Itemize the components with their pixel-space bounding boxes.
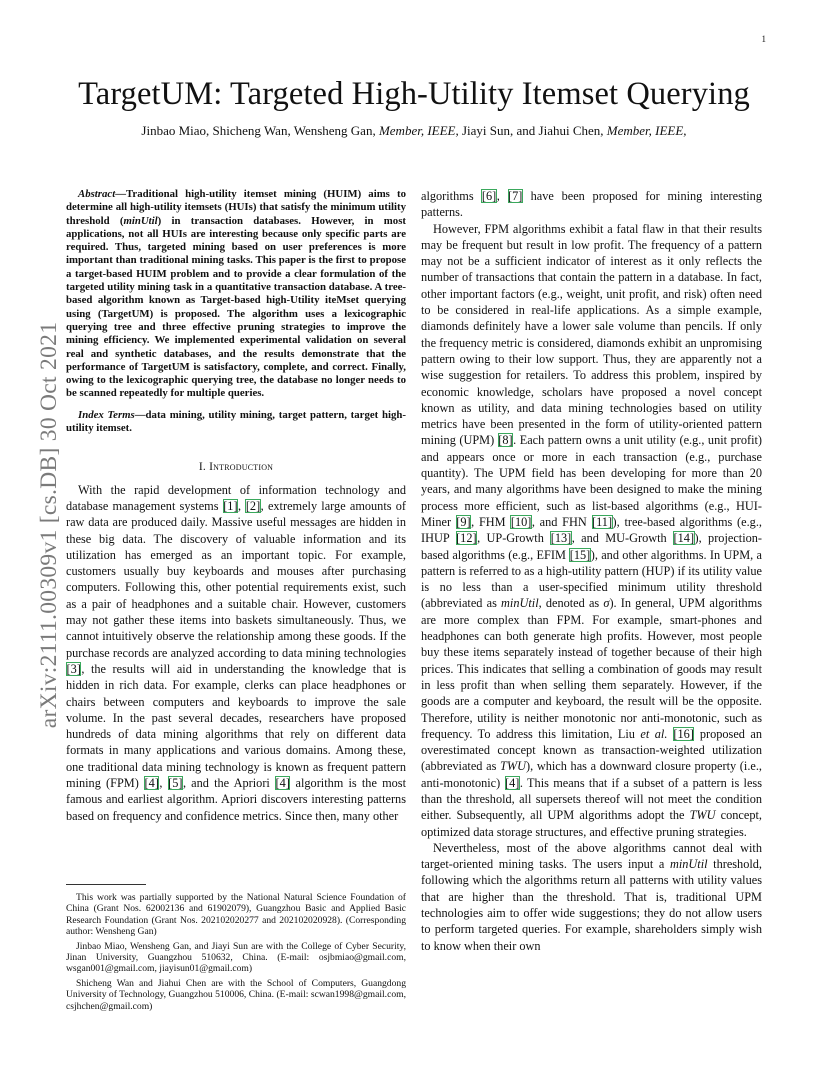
section-heading-introduction — [66, 459, 406, 475]
citation-link[interactable]: [2] — [245, 498, 261, 513]
citation-link[interactable]: [9] — [456, 514, 471, 529]
citation-link[interactable]: [7] — [508, 189, 523, 203]
abstract-text-cont: ) in transaction databases. However, in most applications, not all HUIs are interesting because only specific parts are required. Thus, targeted mining based on user preferences is more important than traditional mining tasks. This paper is the first to propose a target-based HUIM problem and to provide a clear formulation of the targeted utility mining task in a quantitative transaction database. A tree-based algorithm known as Target-based high-Utility iteMset querying using (TargetUM) is proposed. The algorithm uses a lexicographic querying tree and three effective pruning strategies to improve the mining efficiency. We implemented experimental validation on several real and synthetic databases, and the results demonstrate that the performance of TargetUM is satisfactory, complete, and correct. Finally, owing to the lexicographic querying tree, the database no longer needs to be scanned repeatedly for multiple queries. — [66, 214, 406, 400]
footnote-funding: This work was partially supported by the National Natural Science Foundation of China (Grant Nos. 62002136 and 61902079), Guangzhou Basic and Applied Basic Research Foundation (Grant Nos. 202102020277 and 202102020928). (Corresponding author: Wensheng Gan) — [66, 892, 406, 938]
citation-link[interactable]: [4] — [505, 775, 520, 790]
left-column — [66, 188, 406, 824]
footnote-rule — [66, 884, 146, 885]
abstract-label: Abstract — [78, 188, 116, 200]
abstract — [66, 188, 406, 401]
citation-link[interactable]: [16] — [673, 726, 694, 741]
author-membership-1: Member, IEEE, — [378, 123, 459, 138]
author-list — [0, 123, 828, 139]
intro-paragraph-3: Nevertheless, most of the above algorithms cannot deal with target-oriented mining tasks. The users input a minUtil threshold, following which the algorithms return all patterns with utility values that are higher than the threshold. That is, traditional UPM technologies aim to offer wide suggestions; they do not allow users to perform targeted queries. For example, shareholders simply wish to know when their own — [421, 840, 762, 953]
citation-link[interactable]: [12] — [456, 531, 477, 546]
index-terms-text: —data mining, utility mining, target pattern, target high-utility itemset. — [66, 408, 406, 435]
paper-title: TargetUM: Targeted High-Utility Itemset Querying — [78, 76, 750, 112]
author-names-2: Jiayi Sun, and Jiahui Chen, — [458, 123, 607, 138]
author-membership-2: Member, IEEE, — [606, 123, 687, 138]
intro-paragraph-2: However, FPM algorithms exhibit a fatal flaw in that their results may be frequent but result in low profit. The frequency of a pattern may not be a sufficient indicator of interest as it only reflects the number of transactions that contain the pattern in a database. In fact, other important factors (e.g., weight, unit profit, and risk) often need to be considered in real-life applications. As a simple example, diamonds definitely have a lower sale volume than pencils. If only the frequency metric is considered, diamonds exhibit an unpromising pattern owing to their low support. Thus, they are apparently not a wise suggestion for retailers. To address this problem, inspired by economic knowledge, scholars have proposed a novel concept known as utility, and data mining technologies based on utility metrics have been presented in the form of utility-oriented pattern mining (UPM) [8]. Each pattern owns a unit utility (e.g., unit profit) and appears once or more in each transaction (e.g., purchase quantity). The UPM field has been developing for more than 20 years, and many algorithms have been designed to make the mining process more efficient, such as list-based algorithms (e.g., HUI-Miner [9], FHM [10], and FHN [11]), tree-based algorithms (e.g., IHUP [12], UP-Growth [13], and MU-Growth [14]), projection-based algorithms (e.g., EFIM [15]), and other algorithms. In UPM, a pattern is referred to as a high-utility pattern (HUP) if its utility value is no less than a user-specified minimum utility threshold (abbreviated as minUtil, denoted as σ). In general, UPM algorithms are more complex than FPM. For example, smart-phones and headphones can both generate high profits. However, most people buy these items separately instead of together because of their high prices. This indicates that selling a combination of goods may result in less profit than when selling them separately. However, if the goods are a computer and keyboard, the result will be the opposite. Therefore, utility is neither monotonic nor anti-monotonic, such as frequency. To address this limitation, Liu et al. [16] proposed an overestimated concept known as transaction-weighted utilization (abbreviated as TWU), which has a downward closure property (i.e., anti-monotonic) [4]. This means that if a subset of a pattern is less than the threshold, all supersets thereof will not meet the condition either. Subsequently, all UPM algorithms adopt the TWU concept, optimized data storage structures, and effective pruning strategies. — [421, 221, 763, 839]
arxiv-identifier-stamp[interactable]: arXiv:2111.00309v1 [cs.DB] 30 Oct 2021 — [36, 321, 62, 729]
abstract-text: —Traditional high-utility itemset mining (HUIM) aims to determine all high-utility itemsets (HUIs) that satisfy the minimum utility threshold ( — [66, 188, 406, 227]
citation-link[interactable]: [6] — [481, 189, 497, 203]
footnotes — [66, 892, 406, 1015]
abstract-minutil: minUtil — [123, 214, 158, 227]
citation-link[interactable]: [15] — [569, 547, 591, 562]
intro-paragraph-1: With the rapid development of information technology and database management systems [1], [2], extremely large amounts of raw data are produced daily. Massive useful messages are hidden in these big data. The discovery of valuable information and its utilization has emerged as an important topic. For example, customers usually buy keyboards and mouses after purchasing computers. Following this, other potential requirements exist, such as a pair of headphones and a suitable chair. However, customers may not gather these items into baskets simultaneously. Thus, we cannot intuitively observe the relationship among these goods. If the purchase records are analyzed according to data mining technologies [3], the results will aid in understanding the knowledge that is hidden in rich data. For example, clerks can place headphones or chairs between computers and keyboards to improve the sale volume. In the past several decades, researchers have proposed hundreds of data mining algorithms that rely on different data formats in many applications and various domains. Among these, one traditional data mining technology is known as frequent pattern mining (FPM) [4], [5], and the Apriori [4] algorithm is the most famous and earliest algorithm. Apriori discovers interesting patterns based on frequency and confidence metrics. Since then, many other — [66, 482, 407, 823]
citation-link[interactable]: [4] — [144, 775, 159, 790]
intro-paragraph-1-cont: algorithms [6], [7] have been proposed for mining interesting patterns. — [421, 189, 762, 220]
citation-link[interactable]: [1] — [223, 498, 238, 513]
right-column — [421, 188, 762, 954]
citation-link[interactable]: [13] — [550, 531, 572, 546]
citation-link[interactable]: [10] — [510, 514, 532, 529]
section-name: Introduction — [209, 460, 274, 474]
citation-link[interactable]: [5] — [168, 775, 183, 790]
footnote-affiliation-1: Jinbao Miao, Wensheng Gan, and Jiayi Sun are with the College of Cyber Security, Jinan University, Guangzhou 510632, China. (E-mail: osjbmiao@gmail.com, wsgan001@gmail.com, jiayisun01@gmail.com) — [66, 940, 406, 975]
section-numeral: I. — [198, 460, 210, 474]
citation-link[interactable]: [14] — [673, 531, 695, 546]
footnote-affiliation-2: Shicheng Wan and Jiahui Chen are with the School of Computers, Guangdong University of Technology, Guangzhou 510006, China. (E-mail: scwan1998@gmail.com, csjhchen@gmail.com) — [66, 977, 406, 1012]
page-number: 1 — [761, 34, 766, 44]
citation-link[interactable]: [8] — [498, 433, 513, 448]
citation-link[interactable]: [11] — [592, 514, 613, 529]
citation-link[interactable]: [4] — [275, 775, 290, 790]
citation-link[interactable]: [3] — [66, 661, 81, 676]
index-terms-label: Index Terms — [78, 408, 135, 421]
index-terms — [66, 409, 406, 436]
author-names-1: Jinbao Miao, Shicheng Wan, Wensheng Gan, — [141, 123, 379, 138]
